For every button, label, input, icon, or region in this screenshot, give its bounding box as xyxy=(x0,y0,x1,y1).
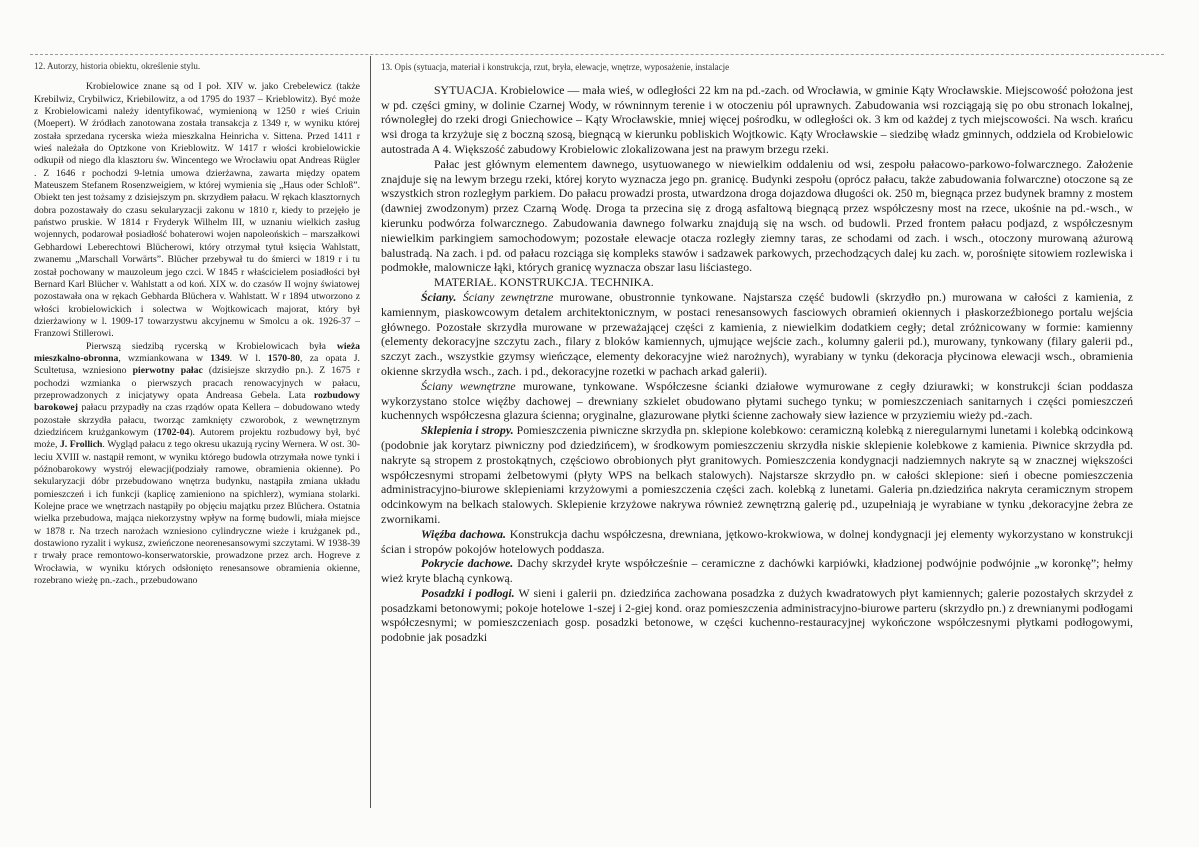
top-dashed-rule xyxy=(30,54,1164,55)
sciany-wew-label: Ściany wewnętrzne xyxy=(421,378,516,393)
right-column xyxy=(381,60,1133,645)
posadzki-label: Posadzki i podłogi. xyxy=(421,585,515,600)
text-run: ). Autorem projektu rozbudowy był, być może, xyxy=(34,426,360,451)
text-run: Pomieszczenia piwniczne skrzydła pn. sklepione kolebkowo: ceramiczną kolebką z nieregularnymi lunetami i kolebką odcinkową (podobnie jak korytarz piwniczny pod dziedzińcem), w środkowym pomieszczeniu skrzydła niskie sklepienie kolebkowe z kamienia. Piwnice skrzydła pd. nakryte są stropem z prostokątnych, częściowo obrobionych płyt granitowych. Pomieszczenia kondygnacji nadziemnych nakryte są w znacznej większości współczesnymi stropami żelbetowymi (płyty WPS na belkach stalowych). Najstarsze skrzydło pn. w całości sklepione: sień i obecne pomieszczenia administracyjno-biurowe sklepieniami krzyżowymi a pomieszczenia części zach. kolebką z lunetami. Galeria pn.dziedzińca nakryta ceramicznym stropem odcinkowym na belkach stalowych. Sklepienie krzyżowe nakrywa również zewnętrzną galerię pd., uzupełniają je wyrabiane w tynku ,dekoracyjne żebra ze zwornikami. xyxy=(381,423,1133,526)
text-run: . Wygląd pałacu z tego okresu ukazują ryciny Wernera. W ost. 30-leciu XVIII w. nastąpił remont, w wyniku którego budowla otrzymała nowe tynki i późnobarokowy wystrój elewacji(podziały ramowe, obramienia okienne). Po sekularyzacji dóbr przebudowano wnętrza budynku, nastąpiła zmiana układu pomieszczeń i ich funkcji (kaplicę zamieniono na spichlerz), wymiana stolarki. Kolejne prace we wnętrzach nastąpiły po objęciu majątku przez Blüchera. Ostatnia wielka przebudowa, mająca niekorzystny wpływ na formę budowli, miała miejsce w 1878 r. Na trzech narożach wzniesiono cylindryczne wieże i krużganek pd., dostawiono ryzalit i wykusz, zwieńczone neorenesansowymi szczytami. W 1938-39 r trwały prace remontowo-konserwatorskie, prowadzone przez arch. Hogreve z Wrocławia, w wyniku których odsłonięto renesansowe obramienia okienne, rozebrano wieżę pn.-zach., przebudowano xyxy=(34,439,360,587)
sciany-label: Ściany. xyxy=(421,289,457,304)
text-run: W sieni i galerii pn. dziedzińca zachowana posadzka z dużych kwadratowych płyt kamiennych; galerie pozostałych skrzydeł z posadzkami betonowymi; pokoje hotelowe 1-szej i 2-giej kond. oraz pomieszczenia administracyjno-biurowe parteru (skrzydło pn.) z drewnianymi podłogami współczesnymi; w pomieszczeniach gosp. posadzki betonowe, w części kuchenno-restauracyjnej wykończone współczesnymi płytkami podłogowymi, podobnie jak posadzki xyxy=(381,585,1133,645)
history-paragraph-2 xyxy=(34,341,360,588)
bold-term: J. Frollich xyxy=(59,439,103,451)
text-run: Krobielowice — mała wieś, w odległości 22 km na pd.-zach. od Wrocławia, w gminie Kąty Wrocławskie. Miejscowość położona jest w pd. części gminy, w dolinie Czarnej Wody, w równinnym terenie i w otoczeniu pól uprawnych. Zabudowania wsi rozciągają się po obu stronach lokalnej, równoległej do rzeki drogi Gniechowice – Kąty Wrocławskie, mniej więcej pośrodku, w odległości ok. 3 km od każdej z tych miejscowości. Na wsch. krańcu wsi droga ta krzyżuje się z boczną szosą, biegnącą w kierunku pobliskich Wojtkowic. Kąty Wrocławskie – siedzibę władz gminnych, oddziela od Krobielowic autostrada A 4. Większość zabudowy Krobielowic zlokalizowana jest na prawym brzegu rzeki. xyxy=(381,82,1133,156)
sklepienia-paragraph xyxy=(381,423,1133,527)
bold-term: wieża mieszkalno-obronna xyxy=(34,340,360,364)
pokrycie-paragraph xyxy=(381,556,1133,586)
column-divider xyxy=(370,56,371,808)
history-paragraph-1: Krobielowice znane są od I poł. XIV w. jako Crebelewicz (także Krebilwiz, Crybilwicz, Kriebilowitz, a od 1795 do 1937 – Krieblowitz). Być może z Krobielowicami należy identyfikować, wymienioną w 1250 r wieś Criuin (Moepert). W źródłach zanotowana została transakcja z 1349 r, w wyniku której została sprzedana rycerska wieża mieszkalna Heinricha v. Sittena. Przed 1411 r wieś należała do Optzkone von Krieblowitz. W 1417 r włości krobielowickie odkupił od niego dla klasztoru św. Wincentego we Wrocławiu opat Andreas Rügler . Z 1646 r pochodzi 9-letnia umowa dzierżawna, zawarta między opatem Mateuszem Stefanem Rosenzweigiem, w której wymienia się „Haus oder Schloß”. Obiekt ten jest tożsamy z dzisiejszym pn. skrzydłem pałacu. W rękach klasztornych dobra pozostawały do czasu sekularyzacji zakonu w 1810 r, kiedy to przejęło je państwo pruskie. W 1814 r Fryderyk Wilhelm III, w uznaniu wielkich zasług wojennych, podarował posiadłość bohaterowi wojen napoleońskich – marszałkowi Gebhardowi Leberechtowi Blücherowi, który otrzymał tytuł księcia Wahlstatt, zwanemu „Marschall Vorwärts”. Blücher przebywał tu do śmierci w 1819 r i tu został pochowany w mauzoleum jego czci. W 1845 r właścicielem posiadłości był Bernard Karl Blücher v. Wahlstatt a od koń. XIX w. do czasów II wojny światowej pozostawała ona w rękach Gebharda Blüchera v. Wahlstatt. W r 1894 utworzono z włości krobielowickich i solectwa w Wojtkowicach majorat, który był dzierżawiony w l. 1909-17 towarzystwu akcyjnemu w Smolcu a ok. 1926-37 – Franzowi Stillerowi. xyxy=(34,81,360,340)
material-heading: MATERIAŁ. KONSTRUKCJA. TECHNIKA. xyxy=(434,275,654,290)
wiezba-paragraph xyxy=(381,527,1133,557)
text-run: pałacu przypadły na czas rządów opata Kellera – dobudowano wtedy pozostałe skrzydła pałacu, tworząc zamknięty czworobok, z wewnętrznym dziedzińcem krużgankowym ( xyxy=(34,402,360,438)
text-run: , za opata J. Scultetusa, wzniesiono xyxy=(34,352,360,377)
sytuacja-label: SYTUACJA. xyxy=(434,82,498,97)
left-column xyxy=(34,60,360,587)
section-12-header: 12. Autorzy, historia obiektu, określenie stylu. xyxy=(34,61,201,71)
sciany-zew-label: Ściany zewnętrzne xyxy=(462,289,554,304)
text-run: Konstrukcja dachu współczesna, drewniana, jętkowo-krokwiowa, w dolnej kondygnacji jej elementy wykorzystano w konstrukcji ścian i stropów pokojów hotelowych poddasza. xyxy=(381,526,1133,556)
sytuacja-paragraph xyxy=(381,83,1133,157)
text-run: Dachy skrzydeł kryte współcześnie – ceramiczne z dachówki karpiówki, kładzionej podwójnie podwójnie „w koronkę”; hełmy wież kryte blachą cynkową. xyxy=(381,556,1133,586)
posadzki-paragraph xyxy=(381,586,1133,645)
text-run: murowane, obustronnie tynkowane. Najstarsza część budowli (skrzydło pn.) murowana w całości z kamienia, z kamiennym, piaskowcowym detalem architektonicznym, w postaci renesansowych fasciowych obramień okiennych i płaskorzeźbionego portalu wejścia głównego. Pozostałe skrzydła murowane w przeważającej części z kamienia, z niewielkim dodatkiem cegły; detal zróżnicowany w formie: kamienny (elementy dekoracyjne szczytu zach., filary z bloków kamiennych, ujmujące wejście zach., kolumny galerii pd.), murowany, tynkowany (filary galerii pd., szczyt zach., wszystkie gzymsy wieńczące, elementy dekoracyjne wież narożnych), wyrabiany w tynku (dekoracja płycinowa elewacji wsch., obramienia okienne skrzydła wsch., zach. i pd., dekoracyjne rozetki w pachach arkad galerii). xyxy=(381,289,1133,378)
text-run: , wzmiankowana w xyxy=(118,352,211,364)
pokrycie-label: Pokrycie dachowe. xyxy=(421,556,514,571)
sklepienia-label: Sklepienia i stropy. xyxy=(421,423,514,438)
bold-term: rozbudowy barokowej xyxy=(34,389,360,414)
wiezba-label: Więźba dachowa. xyxy=(421,526,506,541)
text-run: murowane, tynkowane. Współczesne ścianki działowe wymurowane z cegły dziurawki; w konstrukcji ścian poddasza wykorzystano stolce więźby dachowej – drewniany szkielet obudowano płytami suchego tynku; w pomieszczeniach sanitarnych i części pomieszczeń kuchennych współczesna glazura ścienna; oryginalne, glazurowane płytki ścienne zachowały siew łazience w przyziemiu wieży pd.-zach. xyxy=(381,378,1133,423)
sciany-wew-paragraph xyxy=(381,379,1133,423)
text-run: . W l. xyxy=(229,352,268,364)
palac-paragraph: Pałac jest głównym elementem dawnego, usytuowanego w niewielkim oddaleniu od wsi, zespołu pałacowo-parkowo-folwarcznego. Założenie znajduje się na lewym brzegu rzeki, której koryto wyznacza jego pn. granicę. Budynki zespołu (oprócz pałacu, także zabudowania folwarczne) otoczone są ze wszystkich stron rozległym parkiem. Do pałacu prowadzi prosta, utwardzona droga dojazdowa długości ok. 250 m, biegnąca przez budynek bramny z mostem (dawniej zwodzonym) przez Czarną Wodę. Droga ta przecina się z drogą asfaltową biegnącą przez współczesny most na rzece, ukośnie na pd.-wsch., w kierunku podwórza folwarcznego. Zabudowania dawnego folwarku znajdują się na wsch. od budowli. Przed frontem pałacu podjazd, z współczesnym niewielkim parkingiem samochodowym; pozostałe elewacje otacza rozległy ziemny taras, ze schodami od zach. i wsch., otoczony murowaną ażurową balustradą. Na zach. i pd. od pałacu rozciąga się kompleks stawów i sadzawek parkowych, przechodzących dalej ku zach. w, porośnięte sitowiem rozlewiska i podmokłe, malownicze łąki, których granicę wyznacza obszar lasu liściastego. xyxy=(381,156,1133,275)
bold-term: 1570-80 xyxy=(267,352,301,364)
bold-term: pierwotny pałac xyxy=(132,365,203,377)
section-13-header: 13. Opis (sytuacja, materiał i konstrukcja, rzut, bryła, elewacje, wnętrze, wyposażenie, instalacje xyxy=(381,62,730,72)
sciany-paragraph xyxy=(381,290,1133,379)
bold-term: 1702-04 xyxy=(157,426,190,438)
text-run: Pierwszą siedzibą rycerską w Krobielowicach była xyxy=(86,340,337,352)
bold-term: 1349 xyxy=(210,352,230,364)
text-run: (dzisiejsze skrzydło pn.). Z 1675 r pochodzi wzmianka o pierwszych pracach renowacyjnych w pałacu, przeprowadzonych z inicjatywy opata Andreasa Gebela. Lata xyxy=(34,365,361,401)
